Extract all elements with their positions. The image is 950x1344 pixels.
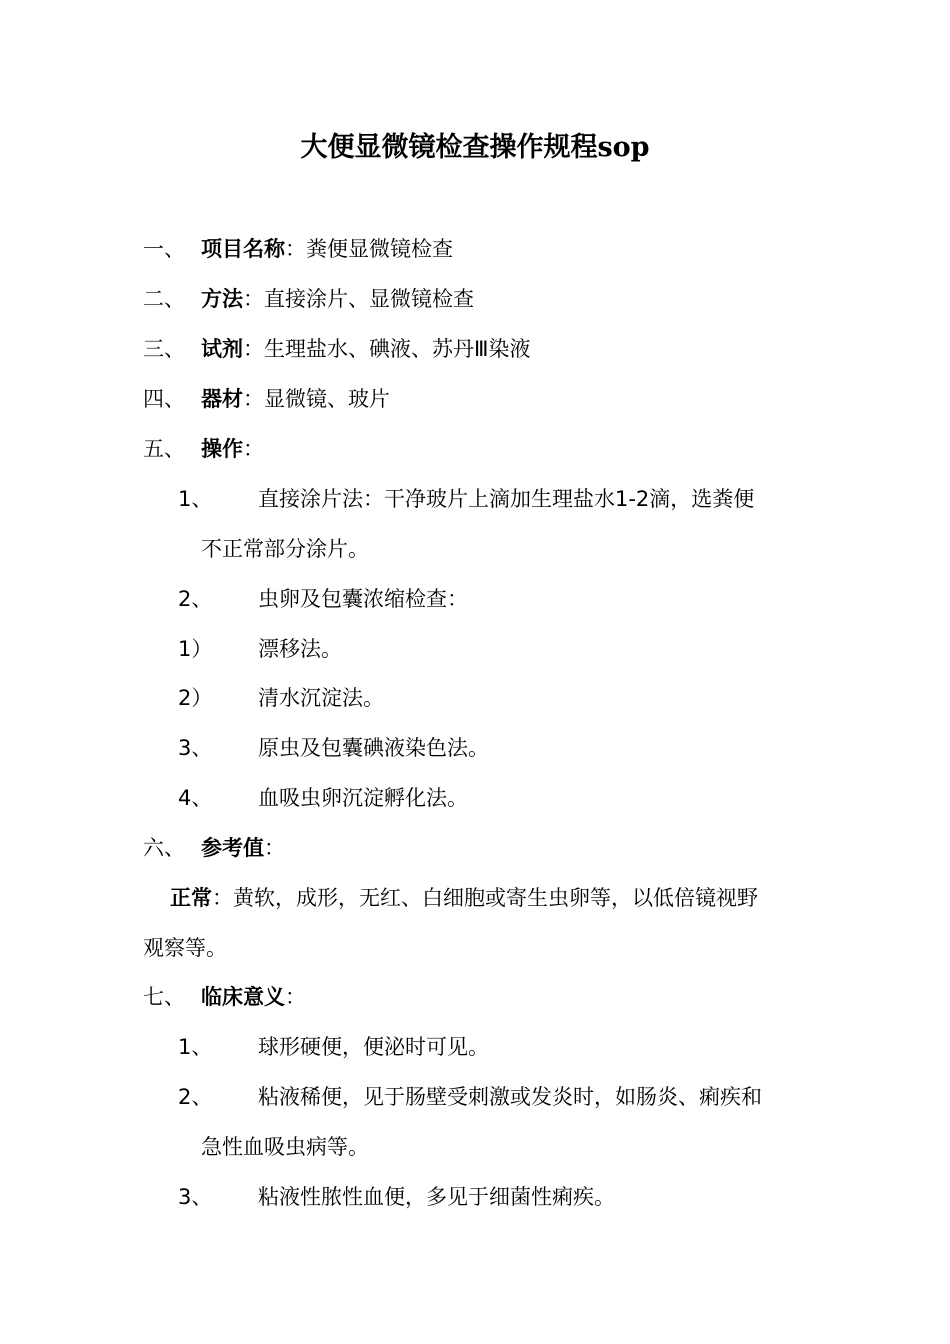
page-title: 大便显微镜检查操作规程sop bbox=[300, 132, 650, 163]
section-text: ： bbox=[285, 985, 306, 1009]
list-item bbox=[0, 632, 950, 666]
item-number: 3、 bbox=[178, 736, 213, 760]
reference-continuation bbox=[0, 931, 950, 965]
section-label: 操作 bbox=[201, 437, 243, 461]
item-text: 原虫及包囊碘液染色法。 bbox=[258, 736, 489, 760]
section-number: 一、 bbox=[143, 237, 185, 261]
item-number: 1、 bbox=[178, 487, 213, 511]
section-text: ：直接涂片、显微镜检查 bbox=[243, 287, 474, 311]
reference-label: 正常 bbox=[170, 886, 212, 910]
item-text: 不正常部分涂片。 bbox=[201, 537, 369, 561]
reference-paragraph bbox=[0, 881, 950, 915]
item-number: 1） bbox=[178, 637, 213, 661]
list-item-continuation bbox=[0, 532, 950, 566]
section-label: 项目名称 bbox=[201, 237, 285, 261]
item-text: 直接涂片法：干净玻片上滴加生理盐水1-2滴，选粪便 bbox=[258, 487, 755, 511]
list-item bbox=[0, 1180, 950, 1214]
item-text: 血吸虫卵沉淀孵化法。 bbox=[258, 786, 468, 810]
section-content bbox=[201, 382, 390, 416]
reference-text: 观察等。 bbox=[143, 936, 227, 960]
section-text: ： bbox=[243, 437, 264, 461]
section-content bbox=[201, 232, 453, 266]
section-label: 器材 bbox=[201, 387, 243, 411]
item-number: 2） bbox=[178, 686, 213, 710]
section-number: 五、 bbox=[143, 437, 185, 461]
section-text: ： bbox=[264, 836, 285, 860]
list-item bbox=[0, 482, 950, 516]
list-item-continuation bbox=[0, 1130, 950, 1164]
section-text: ：显微镜、玻片 bbox=[243, 387, 390, 411]
list-item bbox=[0, 681, 950, 715]
section-label: 方法 bbox=[201, 287, 243, 311]
reference-text: ：黄软，成形，无红、白细胞或寄生虫卵等，以低倍镜视野 bbox=[212, 886, 758, 910]
section-label: 试剂 bbox=[201, 337, 243, 361]
section-content bbox=[201, 980, 306, 1014]
section-clinical-significance bbox=[0, 980, 950, 1014]
reference-content bbox=[170, 881, 758, 915]
item-text: 清水沉淀法。 bbox=[258, 686, 384, 710]
list-item bbox=[0, 582, 950, 616]
section-number: 三、 bbox=[143, 337, 185, 361]
item-number: 4、 bbox=[178, 786, 213, 810]
section-reagents bbox=[0, 332, 950, 366]
item-number: 1、 bbox=[178, 1035, 213, 1059]
section-number: 六、 bbox=[143, 836, 185, 860]
section-method bbox=[0, 282, 950, 316]
section-equipment bbox=[0, 382, 950, 416]
item-text: 急性血吸虫病等。 bbox=[201, 1135, 369, 1159]
item-text: 粘液性脓性血便，多见于细菌性痢疾。 bbox=[258, 1185, 615, 1209]
section-reference-value bbox=[0, 831, 950, 865]
list-item bbox=[0, 1030, 950, 1064]
section-number: 四、 bbox=[143, 387, 185, 411]
item-text: 球形硬便，便泌时可见。 bbox=[258, 1035, 489, 1059]
section-content bbox=[201, 831, 285, 865]
item-number: 2、 bbox=[178, 1085, 213, 1109]
section-item-name bbox=[0, 232, 950, 266]
section-text: ：粪便显微镜检查 bbox=[285, 237, 453, 261]
section-text: ：生理盐水、碘液、苏丹Ⅲ染液 bbox=[243, 337, 531, 361]
list-item bbox=[0, 731, 950, 765]
item-text: 虫卵及包囊浓缩检查： bbox=[258, 587, 468, 611]
section-content bbox=[201, 332, 530, 366]
section-content bbox=[201, 432, 264, 466]
list-item bbox=[0, 781, 950, 815]
item-text: 漂移法。 bbox=[258, 637, 342, 661]
item-text: 粘液稀便，见于肠壁受刺激或发炎时，如肠炎、痢疾和 bbox=[258, 1085, 762, 1109]
list-item bbox=[0, 1080, 950, 1114]
section-operation bbox=[0, 432, 950, 466]
section-label: 参考值 bbox=[201, 836, 264, 860]
section-number: 七、 bbox=[143, 985, 185, 1009]
item-number: 3、 bbox=[178, 1185, 213, 1209]
item-number: 2、 bbox=[178, 587, 213, 611]
section-label: 临床意义 bbox=[201, 985, 285, 1009]
section-content bbox=[201, 282, 474, 316]
section-number: 二、 bbox=[143, 287, 185, 311]
